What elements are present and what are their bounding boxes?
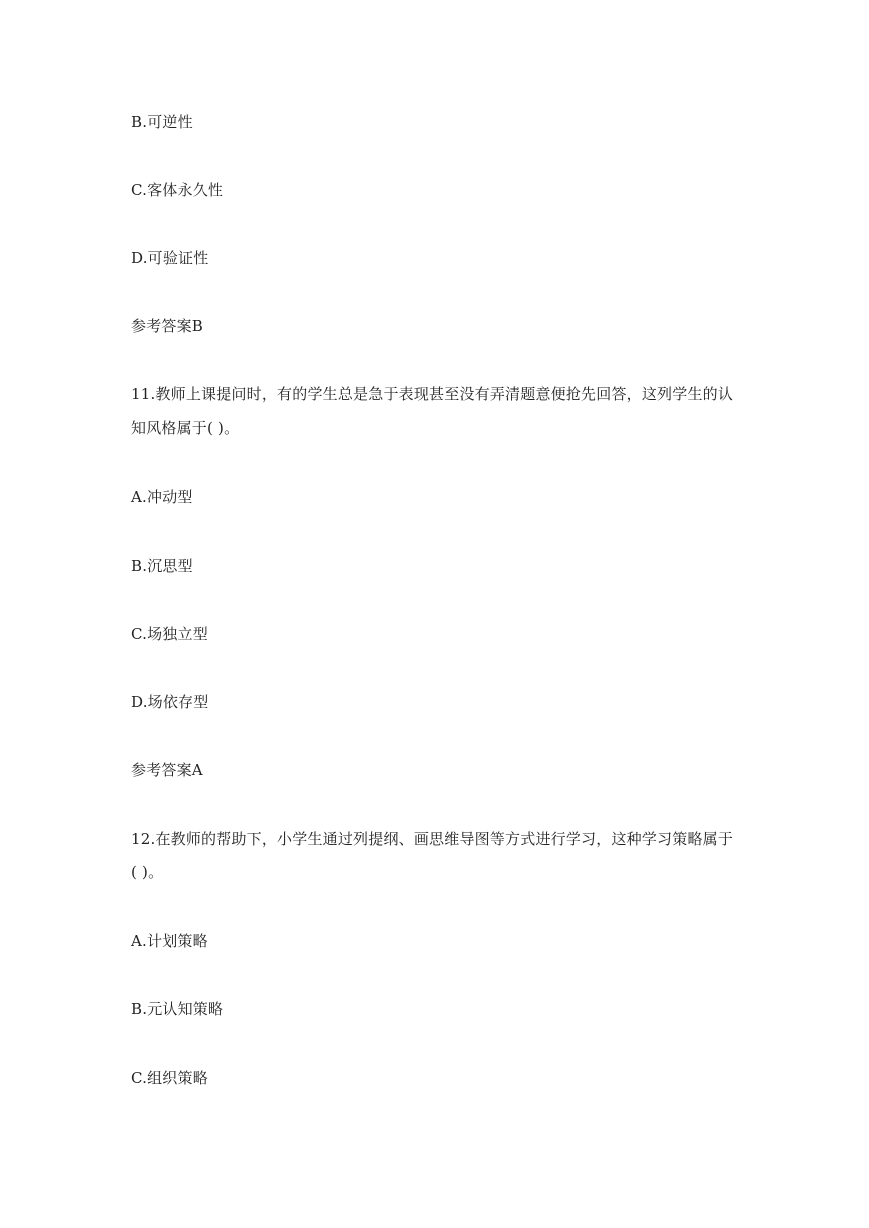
answer-11: 参考答案A: [131, 761, 203, 779]
question-12-line-2: ( )。: [131, 863, 164, 881]
option-d-verifiability: D.可验证性: [131, 249, 209, 267]
q11-option-d: D.场依存型: [131, 693, 209, 711]
question-12-line-1: 12.在教师的帮助下，小学生通过列提纲、画思维导图等方式进行学习，这种学习策略属于: [131, 830, 734, 848]
option-b-reversibility: B.可逆性: [131, 113, 193, 131]
q12-option-a: A.计划策略: [131, 932, 208, 950]
q11-option-c: C.场独立型: [131, 625, 208, 643]
q11-option-a: A.冲动型: [131, 488, 193, 506]
q11-option-b: B.沉思型: [131, 557, 193, 575]
answer-10: 参考答案B: [131, 317, 204, 335]
option-c-object-permanence: C.客体永久性: [131, 181, 224, 199]
q12-option-b: B.元认知策略: [131, 1000, 224, 1018]
q12-option-c: C.组织策略: [131, 1069, 208, 1087]
question-11-line-2: 知风格属于( )。: [131, 419, 240, 437]
question-11-line-1: 11.教师上课提问时，有的学生总是急于表现甚至没有弄清题意便抢先回答，这列学生的认: [131, 385, 734, 403]
